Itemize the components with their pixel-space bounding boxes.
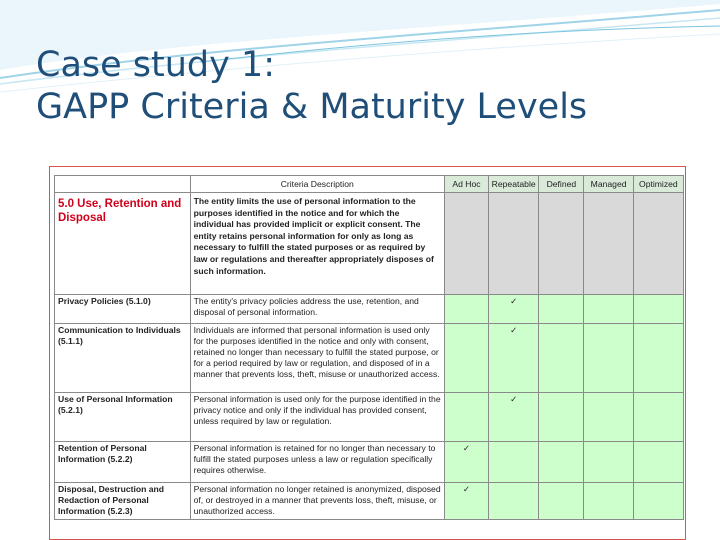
maturity-cell [633,393,683,442]
maturity-cell: ✓ [489,324,539,393]
maturity-cell: ✓ [489,393,539,442]
gapp-criteria-sheet [49,166,686,540]
slide-title-line-1: Case study 1: [36,45,276,85]
maturity-cell [539,442,584,483]
maturity-cell [584,295,633,324]
header-level-repeatable: Repeatable [489,176,539,193]
slide-title [36,44,587,128]
header-level-ad-hoc: Ad Hoc [444,176,488,193]
maturity-cell: ✓ [444,483,488,520]
table-row [55,483,684,520]
row-description: Individuals are informed that personal information is used only for the purposes identified in the notice and only with consent, retained no longer than necessary to fulfill the stated purpose, or for a period required by law or regulation, and disposed of in a manner that prevents loss, theft, misuse or unauthorized access. [190,324,444,393]
section-level-cell [539,193,584,295]
table-row-section [55,193,684,295]
row-description: Personal information no longer retained is anonymized, disposed of, or destroyed in a manner that prevents loss, theft, misuse, or unauthorized access. [190,483,444,520]
row-criterion: Use of Personal Information (5.2.1) [55,393,191,442]
maturity-cell [444,324,488,393]
row-description: Personal information is used only for the purpose identified in the privacy notice and only if the individual has provided consent, unless required by law or regulation. [190,393,444,442]
maturity-cell [584,442,633,483]
row-description: The entity's privacy policies address the use, retention, and disposal of personal information. [190,295,444,324]
row-criterion: Disposal, Destruction and Redaction of Personal Information (5.2.3) [55,483,191,520]
maturity-cell [633,483,683,520]
table-row [55,324,684,393]
maturity-cell [584,483,633,520]
maturity-cell [539,324,584,393]
section-criterion: 5.0 Use, Retention and Disposal [55,193,191,295]
header-criteria-description: Criteria Description [190,176,444,193]
maturity-cell [633,442,683,483]
maturity-cell [633,324,683,393]
table-row [55,393,684,442]
section-level-cell [489,193,539,295]
maturity-cell [489,442,539,483]
header-blank-cell [55,176,191,193]
slide-title-line-2: GAPP Criteria & Maturity Levels [36,87,588,127]
row-criterion: Communication to Individuals (5.1.1) [55,324,191,393]
maturity-cell [633,295,683,324]
maturity-cell [444,295,488,324]
header-level-defined: Defined [539,176,584,193]
section-level-cell [633,193,683,295]
maturity-cell: ✓ [444,442,488,483]
maturity-cell [584,324,633,393]
section-level-cell [584,193,633,295]
section-description: The entity limits the use of personal information to the purposes identified in the notice and for which the individual has provided implicit or explicit consent. The entity retains personal information for only as long as necessary to fulfill the stated purposes or as required by law or regulations and thereafter appropriately disposes of such information. [190,193,444,295]
row-description: Personal information is retained for no longer than necessary to fulfill the stated purposes unless a law or regulation specifically requires otherwise. [190,442,444,483]
section-level-cell [444,193,488,295]
row-criterion: Privacy Policies (5.1.0) [55,295,191,324]
maturity-cell [539,483,584,520]
gapp-criteria-table [54,175,684,520]
table-row [55,442,684,483]
maturity-cell [584,393,633,442]
row-criterion: Retention of Personal Information (5.2.2) [55,442,191,483]
maturity-cell: ✓ [489,295,539,324]
table-row [55,295,684,324]
header-level-optimized: Optimized [633,176,683,193]
maturity-cell [539,295,584,324]
maturity-cell [539,393,584,442]
maturity-cell [444,393,488,442]
maturity-cell [489,483,539,520]
header-level-managed: Managed [584,176,633,193]
table-header-row [55,176,684,193]
